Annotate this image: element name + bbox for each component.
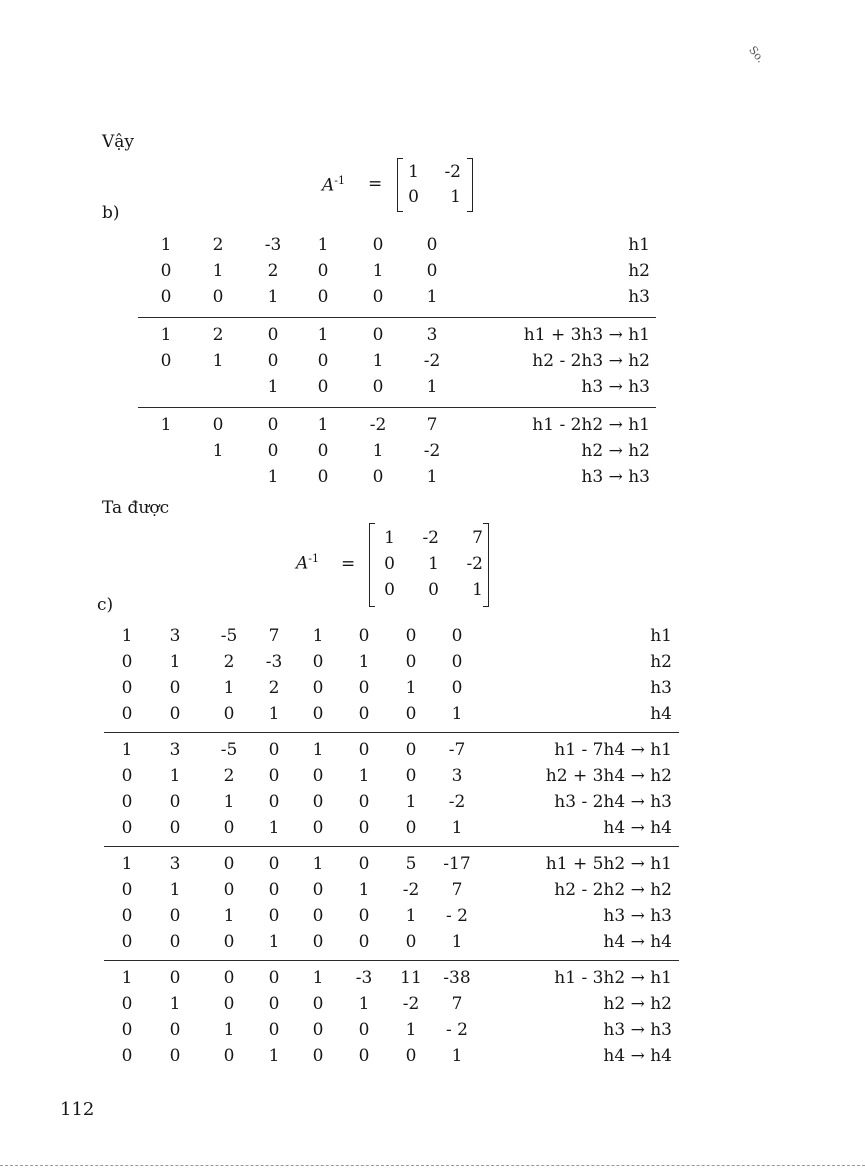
matrix-cell: 0 (358, 678, 370, 698)
matrix-cell: 2 (268, 678, 280, 698)
matrix-cell: 3 (169, 626, 181, 646)
inverse-label-b: $A^{-1}$ (296, 552, 319, 574)
matrix-cell: 0 (358, 740, 370, 760)
matrix-cell: 0 (317, 377, 329, 397)
result-matrix-b (369, 523, 489, 607)
matrix-cell: 5 (405, 854, 417, 874)
matrix-cell: 0 (317, 441, 329, 461)
matrix-cell: 0 (169, 678, 181, 698)
matrix-cell: 0 (121, 678, 133, 698)
matrix-cell: 1 (223, 792, 235, 812)
matrix-cell: -17 (443, 854, 471, 874)
matrix-cell: 1 (160, 325, 172, 345)
matrix-cell: 1 (312, 968, 324, 988)
matrix-cell: 1 (384, 528, 395, 548)
row-operation: h3 - 2h4 → h3 (554, 792, 672, 812)
matrix-cell: -2 (444, 162, 461, 182)
matrix-cell: 0 (358, 1020, 370, 1040)
row-operation: h1 (628, 235, 650, 255)
equals-sign-b: = (341, 554, 356, 574)
matrix-cell: 0 (312, 906, 324, 926)
matrix-cell: -5 (220, 740, 238, 760)
matrix-cell: 0 (312, 818, 324, 838)
matrix-cell: 0 (169, 818, 181, 838)
matrix-cell: 7 (451, 880, 463, 900)
matrix-cell: 0 (267, 325, 279, 345)
corner-mark: So. (746, 43, 768, 66)
matrix-cell: 1 (267, 287, 279, 307)
matrix-cell: 1 (426, 287, 438, 307)
matrix-cell: 1 (169, 880, 181, 900)
matrix-cell: 1 (451, 932, 463, 952)
row-operation: h3 (628, 287, 650, 307)
page-number: 112 (60, 1099, 95, 1120)
matrix-cell: -3 (264, 235, 282, 255)
matrix-cell: 7 (268, 626, 280, 646)
row-operation: h2 + 3h4 → h2 (545, 766, 672, 786)
row-operation: h2 (650, 652, 672, 672)
matrix-cell: -2 (448, 792, 466, 812)
matrix-cell: 3 (169, 854, 181, 874)
matrix-cell: 0 (312, 652, 324, 672)
matrix-cell: 0 (121, 880, 133, 900)
matrix-cell: 1 (267, 467, 279, 487)
matrix-cell: 1 (169, 766, 181, 786)
matrix-cell: 0 (405, 740, 417, 760)
matrix-cell: 0 (169, 968, 181, 988)
matrix-cell: 1 (426, 377, 438, 397)
matrix-cell: -7 (448, 740, 466, 760)
matrix-cell: 0 (312, 1046, 324, 1066)
matrix-cell: -5 (220, 626, 238, 646)
matrix-cell: 0 (426, 235, 438, 255)
matrix-cell: 1 (317, 235, 329, 255)
matrix-cell: 0 (372, 377, 384, 397)
matrix-cell: 0 (121, 792, 133, 812)
matrix-cell: 1 (405, 678, 417, 698)
matrix-cell: 0 (426, 261, 438, 281)
matrix-cell: 0 (223, 994, 235, 1014)
right-bracket (483, 523, 489, 607)
matrix-cell: 1 (268, 932, 280, 952)
matrix-cell: 0 (169, 792, 181, 812)
result-matrix-a (397, 158, 473, 212)
matrix-cell: 0 (384, 554, 395, 574)
row-operation: h4 → h4 (603, 1046, 672, 1066)
row-operation: h1 (650, 626, 672, 646)
matrix-cell: 0 (358, 792, 370, 812)
matrix-cell: -3 (355, 968, 373, 988)
matrix-cell: 1 (408, 162, 419, 182)
matrix-cell: 0 (268, 766, 280, 786)
matrix-cell: 1 (317, 325, 329, 345)
matrix-cell: -2 (402, 880, 420, 900)
matrix-cell: 1 (268, 818, 280, 838)
matrix-cell: 1 (312, 854, 324, 874)
matrix-cell: 1 (223, 678, 235, 698)
matrix-cell: 0 (121, 704, 133, 724)
matrix-cell: 0 (223, 1046, 235, 1066)
matrix-cell: 0 (312, 932, 324, 952)
row-operation: h1 - 7h4 → h1 (554, 740, 672, 760)
matrix-cell: 7 (451, 994, 463, 1014)
matrix-cell: 1 (358, 652, 370, 672)
matrix-cell: - 2 (446, 906, 468, 926)
matrix-cell: 0 (267, 351, 279, 371)
matrix-cell: 0 (121, 1046, 133, 1066)
block-separator-rule (138, 407, 656, 408)
row-operation: h1 + 5h2 → h1 (545, 854, 672, 874)
matrix-cell: 0 (267, 415, 279, 435)
matrix-cell: 0 (358, 818, 370, 838)
matrix-cell: 3 (451, 766, 463, 786)
matrix-cell: 1 (372, 441, 384, 461)
row-operation: h3 → h3 (581, 377, 650, 397)
matrix-cell: 0 (223, 932, 235, 952)
matrix-cell: 0 (358, 704, 370, 724)
matrix-cell: 0 (223, 854, 235, 874)
matrix-cell: 0 (312, 704, 324, 724)
row-operation: h2 - 2h3 → h2 (532, 351, 650, 371)
matrix-cell: 0 (405, 766, 417, 786)
matrix-cell: 0 (121, 652, 133, 672)
matrix-cell: 0 (451, 626, 463, 646)
matrix-cell: 1 (212, 261, 224, 281)
block-separator-rule (138, 317, 656, 318)
matrix-cell: 0 (317, 261, 329, 281)
matrix-cell: 11 (400, 968, 422, 988)
matrix-cell: 1 (358, 994, 370, 1014)
row-operation: h3 → h3 (603, 906, 672, 926)
matrix-cell: 0 (358, 932, 370, 952)
matrix-cell: 0 (405, 932, 417, 952)
matrix-cell: 1 (312, 626, 324, 646)
matrix-cell: 0 (268, 880, 280, 900)
matrix-cell: 0 (372, 325, 384, 345)
row-operation: h3 → h3 (581, 467, 650, 487)
bottom-edge-rule (0, 1165, 865, 1166)
matrix-cell: 0 (121, 1020, 133, 1040)
matrix-cell: 0 (223, 968, 235, 988)
row-operation: h1 + 3h3 → h1 (523, 325, 650, 345)
matrix-cell: 1 (268, 1046, 280, 1066)
part-b-label: b) (102, 203, 120, 223)
matrix-cell: 0 (121, 994, 133, 1014)
matrix-cell: 1 (372, 261, 384, 281)
matrix-cell: 1 (451, 1046, 463, 1066)
matrix-cell: 0 (160, 287, 172, 307)
matrix-cell: 0 (268, 740, 280, 760)
block-separator-rule (104, 846, 679, 847)
matrix-cell: 0 (405, 704, 417, 724)
equals-sign-a: = (368, 174, 383, 194)
matrix-cell: 0 (358, 906, 370, 926)
matrix-cell: 1 (223, 906, 235, 926)
matrix-cell: 2 (223, 652, 235, 672)
matrix-cell: 0 (312, 880, 324, 900)
matrix-cell: 1 (426, 467, 438, 487)
matrix-cell: 1 (160, 235, 172, 255)
part-c-label: c) (97, 595, 114, 615)
matrix-cell: 0 (268, 994, 280, 1014)
matrix-cell: 0 (372, 287, 384, 307)
matrix-cell: 0 (317, 287, 329, 307)
matrix-cell: 0 (312, 678, 324, 698)
matrix-cell: 0 (268, 854, 280, 874)
matrix-cell: 0 (169, 1046, 181, 1066)
matrix-cell: 3 (169, 740, 181, 760)
matrix-cell: 1 (160, 415, 172, 435)
row-operation: h2 → h2 (603, 994, 672, 1014)
matrix-cell: 1 (223, 1020, 235, 1040)
matrix-cell: -2 (423, 351, 441, 371)
matrix-cell: 0 (451, 678, 463, 698)
matrix-cell: 0 (451, 652, 463, 672)
matrix-cell: 2 (212, 235, 224, 255)
matrix-cell: 3 (426, 325, 438, 345)
row-operation: h4 → h4 (603, 818, 672, 838)
matrix-cell: 0 (223, 704, 235, 724)
row-operation: h3 → h3 (603, 1020, 672, 1040)
matrix-cell: 1 (372, 351, 384, 371)
matrix-cell: 1 (212, 441, 224, 461)
matrix-cell: 1 (405, 906, 417, 926)
matrix-cell: 1 (472, 580, 483, 600)
matrix-cell: 7 (472, 528, 483, 548)
matrix-cell: 1 (121, 968, 133, 988)
matrix-cell: 0 (408, 187, 419, 207)
matrix-cell: 1 (450, 187, 461, 207)
matrix-cell: 0 (358, 1046, 370, 1066)
row-operation: h3 (650, 678, 672, 698)
matrix-cell: 0 (160, 261, 172, 281)
matrix-cell: 0 (317, 351, 329, 371)
matrix-cell: 1 (121, 626, 133, 646)
matrix-cell: 0 (169, 1020, 181, 1040)
matrix-cell: 0 (268, 792, 280, 812)
matrix-cell: 0 (223, 818, 235, 838)
row-operation: h2 (628, 261, 650, 281)
matrix-cell: 0 (267, 441, 279, 461)
matrix-cell: 2 (212, 325, 224, 345)
matrix-cell: 0 (405, 818, 417, 838)
inverse-label-a: $A^{-1}$ (322, 174, 345, 196)
matrix-cell: 7 (426, 415, 438, 435)
matrix-cell: -2 (402, 994, 420, 1014)
matrix-cell: - 2 (446, 1020, 468, 1040)
matrix-cell: 0 (212, 415, 224, 435)
matrix-cell: 0 (121, 766, 133, 786)
matrix-cell: 0 (312, 792, 324, 812)
matrix-cell: -2 (466, 554, 483, 574)
matrix-cell: 1 (121, 740, 133, 760)
matrix-cell: 0 (317, 467, 329, 487)
matrix-cell: 1 (169, 652, 181, 672)
matrix-cell: 2 (223, 766, 235, 786)
matrix-cell: 1 (268, 704, 280, 724)
matrix-cell: 0 (428, 580, 439, 600)
row-operation: h2 - 2h2 → h2 (554, 880, 672, 900)
row-operation: h4 (650, 704, 672, 724)
result-word: Ta được (102, 498, 170, 518)
row-operation: h1 - 3h2 → h1 (554, 968, 672, 988)
matrix-cell: 0 (312, 1020, 324, 1040)
matrix-cell: 0 (384, 580, 395, 600)
matrix-cell: 0 (268, 968, 280, 988)
intro-word: Vậy (102, 132, 135, 152)
matrix-cell: 0 (121, 818, 133, 838)
row-operation: h2 → h2 (581, 441, 650, 461)
matrix-cell: 0 (169, 932, 181, 952)
matrix-cell: 0 (121, 906, 133, 926)
matrix-cell: 0 (358, 854, 370, 874)
matrix-cell: 0 (160, 351, 172, 371)
matrix-cell: 0 (223, 880, 235, 900)
matrix-cell: 0 (169, 906, 181, 926)
matrix-cell: -38 (443, 968, 471, 988)
matrix-cell: 1 (428, 554, 439, 574)
matrix-cell: -2 (423, 441, 441, 461)
matrix-cell: 1 (451, 818, 463, 838)
matrix-cell: 1 (312, 740, 324, 760)
matrix-cell: 0 (312, 766, 324, 786)
matrix-cell: 0 (121, 932, 133, 952)
matrix-cell: 0 (405, 626, 417, 646)
matrix-cell: 1 (405, 792, 417, 812)
matrix-cell: 0 (358, 626, 370, 646)
matrix-cell: 0 (169, 704, 181, 724)
matrix-cell: -2 (422, 528, 439, 548)
matrix-cell: -3 (265, 652, 283, 672)
matrix-cell: 1 (169, 994, 181, 1014)
row-operation: h1 - 2h2 → h1 (532, 415, 650, 435)
matrix-cell: 1 (451, 704, 463, 724)
matrix-cell: 0 (372, 235, 384, 255)
matrix-cell: 0 (405, 652, 417, 672)
row-operation: h4 → h4 (603, 932, 672, 952)
matrix-cell: 1 (358, 880, 370, 900)
matrix-cell: 0 (372, 467, 384, 487)
matrix-cell: 0 (268, 906, 280, 926)
matrix-cell: 0 (312, 994, 324, 1014)
matrix-cell: 1 (267, 377, 279, 397)
matrix-cell: 1 (405, 1020, 417, 1040)
block-separator-rule (104, 732, 679, 733)
right-bracket (467, 158, 473, 212)
matrix-cell: 0 (405, 1046, 417, 1066)
matrix-cell: 0 (268, 1020, 280, 1040)
matrix-cell: 1 (317, 415, 329, 435)
block-separator-rule (104, 960, 679, 961)
matrix-cell: 1 (121, 854, 133, 874)
matrix-cell: 1 (358, 766, 370, 786)
matrix-cell: 2 (267, 261, 279, 281)
matrix-cell: -2 (369, 415, 387, 435)
matrix-cell: 0 (212, 287, 224, 307)
matrix-cell: 1 (212, 351, 224, 371)
